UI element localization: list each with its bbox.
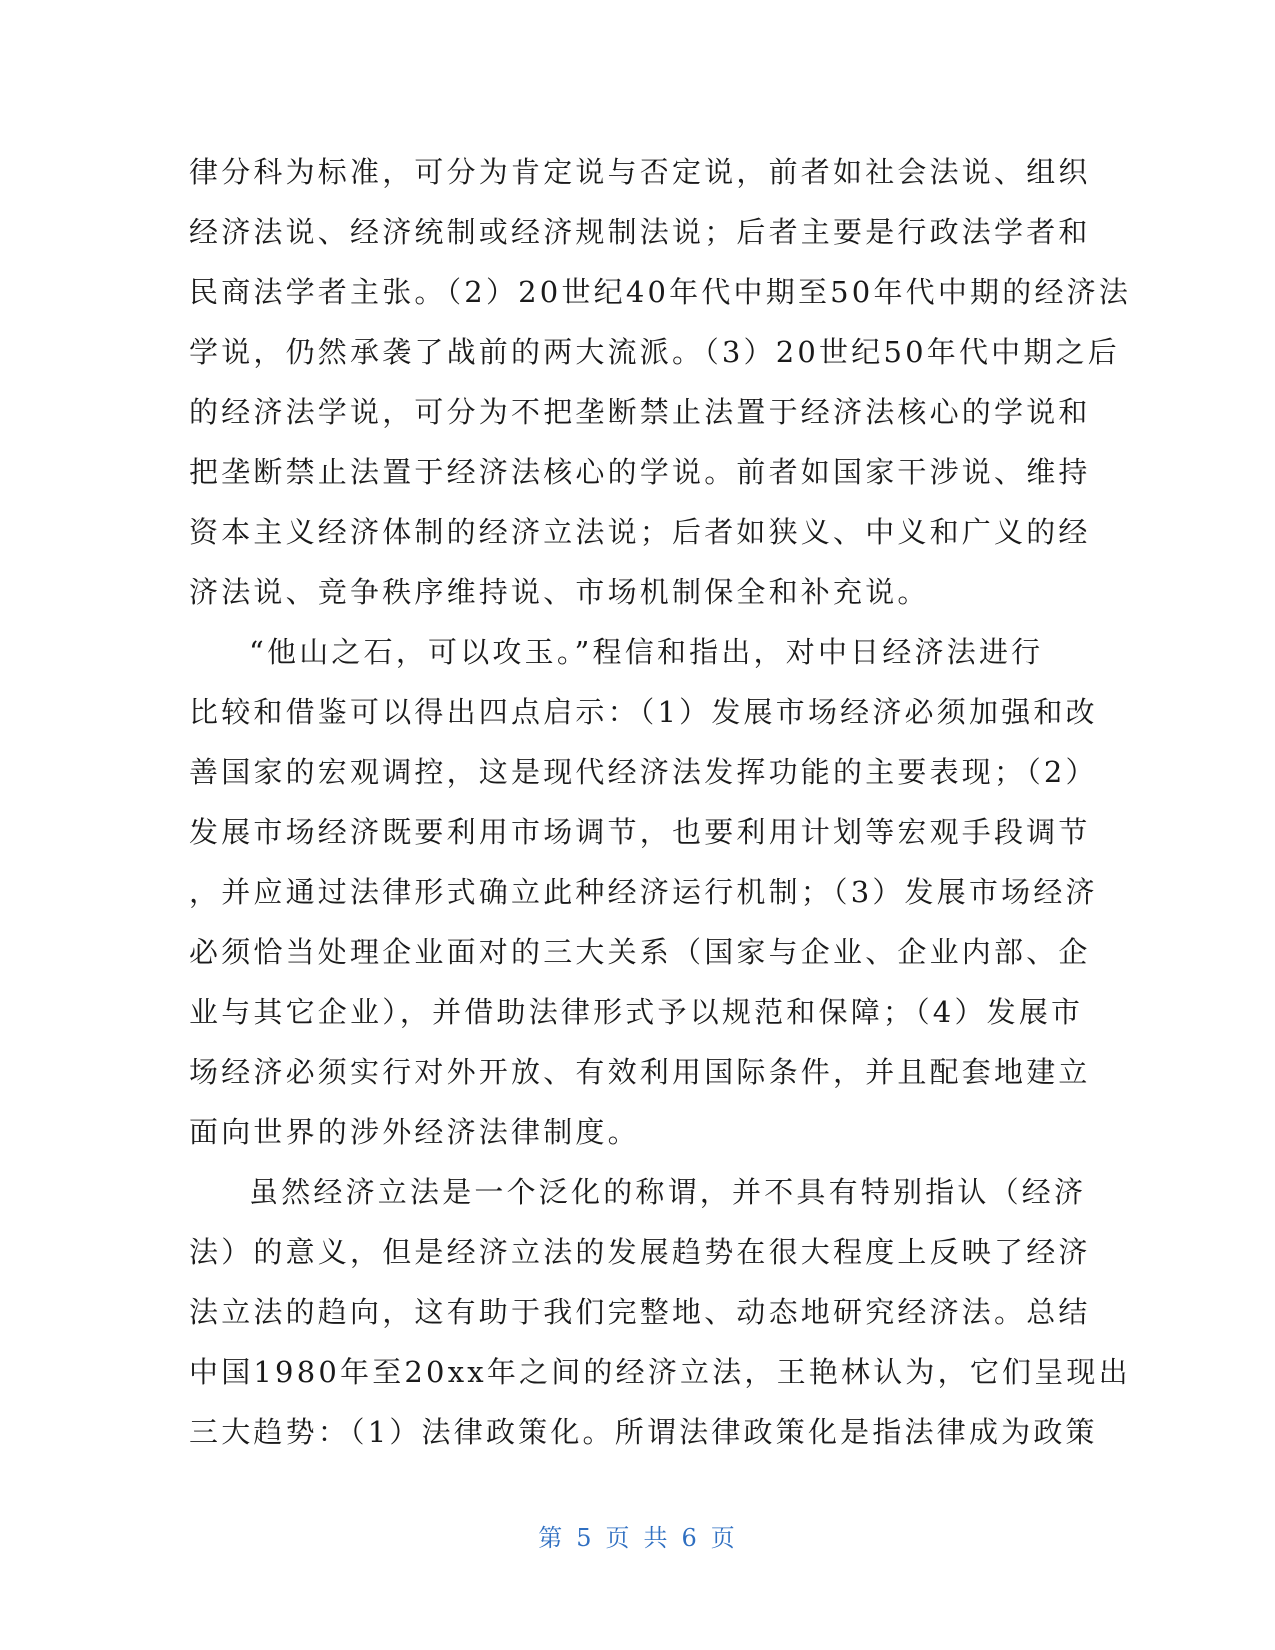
document-body: [189, 142, 1132, 1462]
paragraph-2-line: 场经济必须实行对外开放、有效利用国际条件，并且配套地建立: [189, 1055, 1091, 1089]
paragraph-1-line: 律分科为标准，可分为肯定说与否定说，前者如社会法说、组织: [189, 155, 1091, 189]
paragraph-3-first-line: 虽然经济立法是一个泛化的称谓，并不具有特别指认（经济: [249, 1175, 1087, 1209]
footer-total-pages: 6: [681, 1524, 699, 1552]
paragraph-1-line: 济法说、竞争秩序维持说、市场机制保全和补充说。: [189, 575, 930, 609]
paragraph-2-line: 必须恰当处理企业面对的三大关系（国家与企业、企业内部、企: [189, 935, 1091, 969]
paragraph-2-first-line: “他山之石，可以攻玉。”程信和指出，对中日经济法进行: [249, 635, 1044, 669]
footer-page-word: 页: [605, 1524, 632, 1552]
paragraph-1-line: 的经济法学说，可分为不把垄断禁止法置于经济法核心的学说和: [189, 395, 1091, 429]
paragraph-1-line: 经济法说、经济统制或经济规制法说；后者主要是行政法学者和: [189, 215, 1091, 249]
page-footer: [0, 1518, 1275, 1553]
paragraph-1-line: 资本主义经济体制的经济立法说；后者如狭义、中义和广义的经: [189, 515, 1091, 549]
paragraph-3-line: 法立法的趋向，这有助于我们完整地、动态地研究经济法。总结: [189, 1295, 1091, 1329]
paragraph-2-line: 业与其它企业），并借助法律形式予以规范和保障；（4）发展市: [189, 995, 1084, 1029]
paragraph-1-line: 学说，仍然承袭了战前的两大流派。（3）20世纪50年代中期之后: [189, 335, 1120, 369]
paragraph-2-line: 善国家的宏观调控，这是现代经济法发挥功能的主要表现；（2）: [189, 755, 1098, 789]
footer-page-word-end: 页: [710, 1524, 737, 1552]
paragraph-2-line: 面向世界的涉外经济法律制度。: [189, 1115, 640, 1149]
paragraph-3-line: 法）的意义，但是经济立法的发展趋势在很大程度上反映了经济: [189, 1235, 1091, 1269]
paragraph-3-line: 中国1980年至20xx年之间的经济立法，王艳林认为，它们呈现出: [189, 1355, 1131, 1389]
footer-total-label: 共: [643, 1524, 670, 1552]
paragraph-1-line: 民商法学者主张。（2）20世纪40年代中期至50年代中期的经济法: [189, 275, 1132, 309]
footer-page-label: 第: [538, 1524, 565, 1552]
footer-current-page: 5: [576, 1524, 594, 1552]
paragraph-1-line: 把垄断禁止法置于经济法核心的学说。前者如国家干涉说、维持: [189, 455, 1091, 489]
paragraph-2-line: 发展市场经济既要利用市场调节，也要利用计划等宏观手段调节: [189, 815, 1091, 849]
paragraph-2-line: 比较和借鉴可以得出四点启示：（1）发展市场经济必须加强和改: [189, 695, 1098, 729]
paragraph-3-line: 三大趋势：（1）法律政策化。所谓法律政策化是指法律成为政策: [189, 1415, 1098, 1449]
paragraph-2-line: ，并应通过法律形式确立此种经济运行机制；（3）发展市场经济: [189, 875, 1098, 909]
